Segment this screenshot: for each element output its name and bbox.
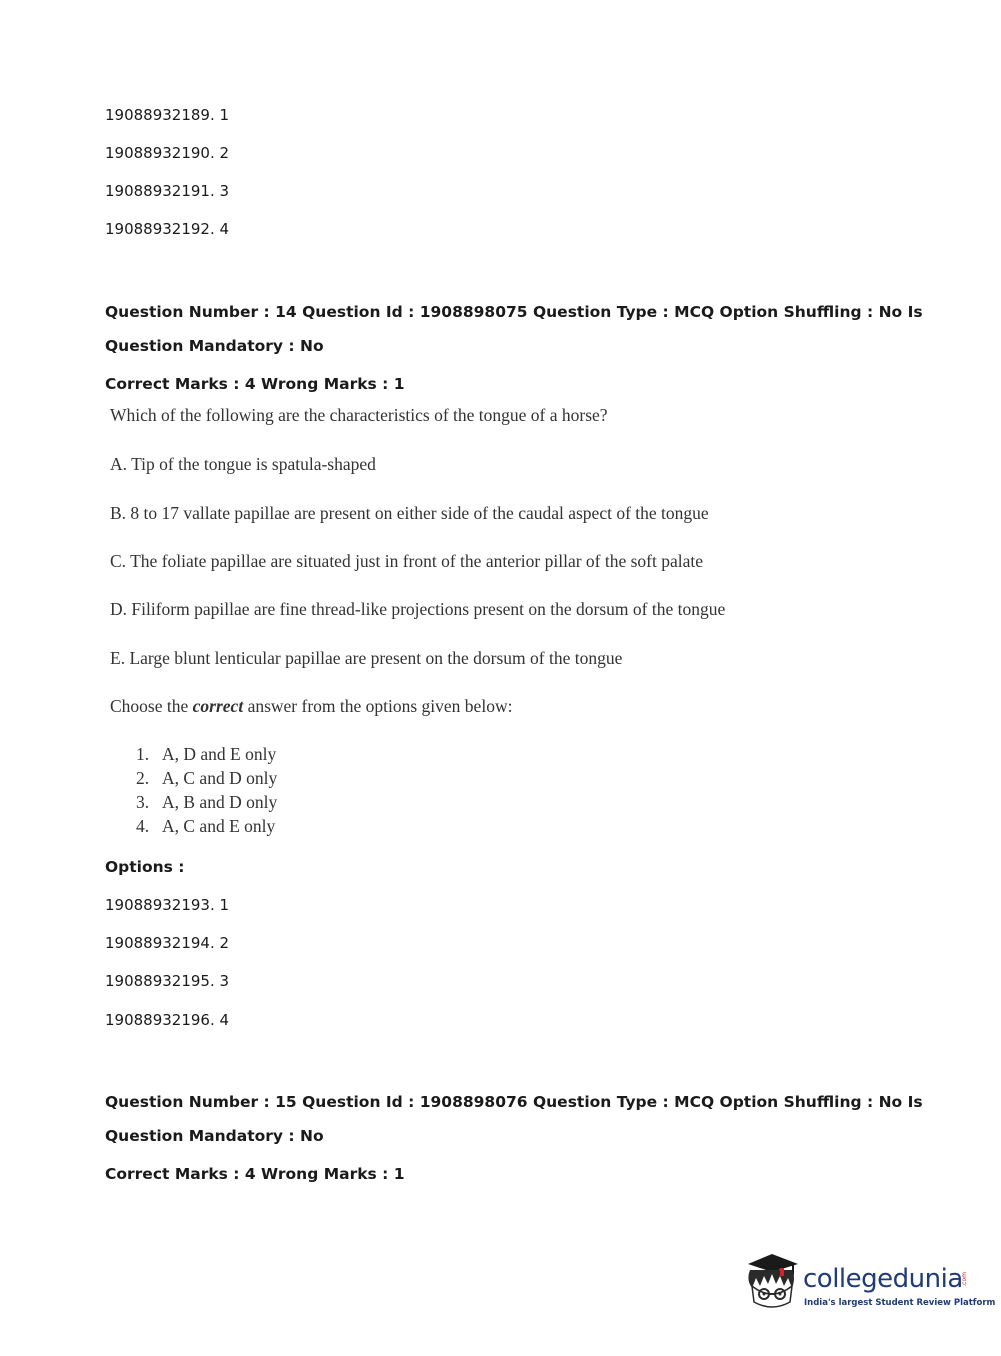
answer-choice: [136, 792, 277, 813]
choice-text: A, C and D only: [162, 768, 278, 788]
question-marks: Correct Marks : 4 Wrong Marks : 1: [105, 1165, 405, 1183]
option-line: 19088932189. 1: [105, 106, 230, 124]
choice-text: A, C and E only: [162, 816, 276, 836]
question-header-cont: Question Mandatory : No: [105, 1127, 324, 1145]
answer-choice: [136, 816, 275, 837]
options-label: Options :: [105, 858, 185, 876]
option-line: 19088932193. 1: [105, 896, 230, 914]
choice-number: 2.: [136, 768, 150, 788]
option-line: 19088932195. 3: [105, 972, 230, 990]
choose-suffix: answer from the options given below:: [243, 696, 513, 716]
collegedunia-logo: [742, 1250, 996, 1320]
option-line: 19088932196. 4: [105, 1011, 230, 1029]
question-header: Question Number : 15 Question Id : 1908898076 Question Type : MCQ Option Shuffling : No Is: [105, 1093, 923, 1111]
choice-number: 3.: [136, 792, 150, 812]
mascot-icon: [742, 1250, 804, 1320]
statement-b: B. 8 to 17 vallate papillae are present on either side of the caudal aspect of the tongue: [110, 503, 709, 523]
choice-number: 1.: [136, 744, 150, 764]
statement-c: C. The foliate papillae are situated just in front of the anterior pillar of the soft palate: [110, 551, 704, 571]
option-line: 19088932191. 3: [105, 182, 230, 200]
question-text: Which of the following are the characteristics of the tongue of a horse?: [110, 405, 608, 425]
choice-text: A, B and D only: [162, 792, 278, 812]
statement-e: E. Large blunt lenticular papillae are present on the dorsum of the tongue: [110, 648, 623, 668]
choice-text: A, D and E only: [162, 744, 277, 764]
question-header: Question Number : 14 Question Id : 1908898075 Question Type : MCQ Option Shuffling : No Is: [105, 303, 923, 321]
question-header-cont: Question Mandatory : No: [105, 337, 324, 355]
logo-tagline: India's largest Student Review Platform: [804, 1298, 996, 1308]
statement-d: D. Filiform papillae are fine thread-like projections present on the dorsum of the tongue: [110, 599, 726, 619]
logo-suffix: .com: [961, 1272, 968, 1287]
choose-emphasis: correct: [192, 696, 244, 716]
answer-choice: [136, 768, 277, 789]
question-marks: Correct Marks : 4 Wrong Marks : 1: [105, 375, 405, 393]
option-line: 19088932194. 2: [105, 934, 230, 952]
choose-instruction: [110, 696, 512, 717]
statement-a: A. Tip of the tongue is spatula-shaped: [110, 454, 376, 474]
option-line: 19088932192. 4: [105, 220, 230, 238]
option-line: 19088932190. 2: [105, 144, 230, 162]
choose-prefix: Choose the: [110, 696, 193, 716]
answer-choice: [136, 744, 276, 765]
logo-wordmark: collegedunia: [803, 1264, 963, 1294]
choice-number: 4.: [136, 816, 150, 836]
